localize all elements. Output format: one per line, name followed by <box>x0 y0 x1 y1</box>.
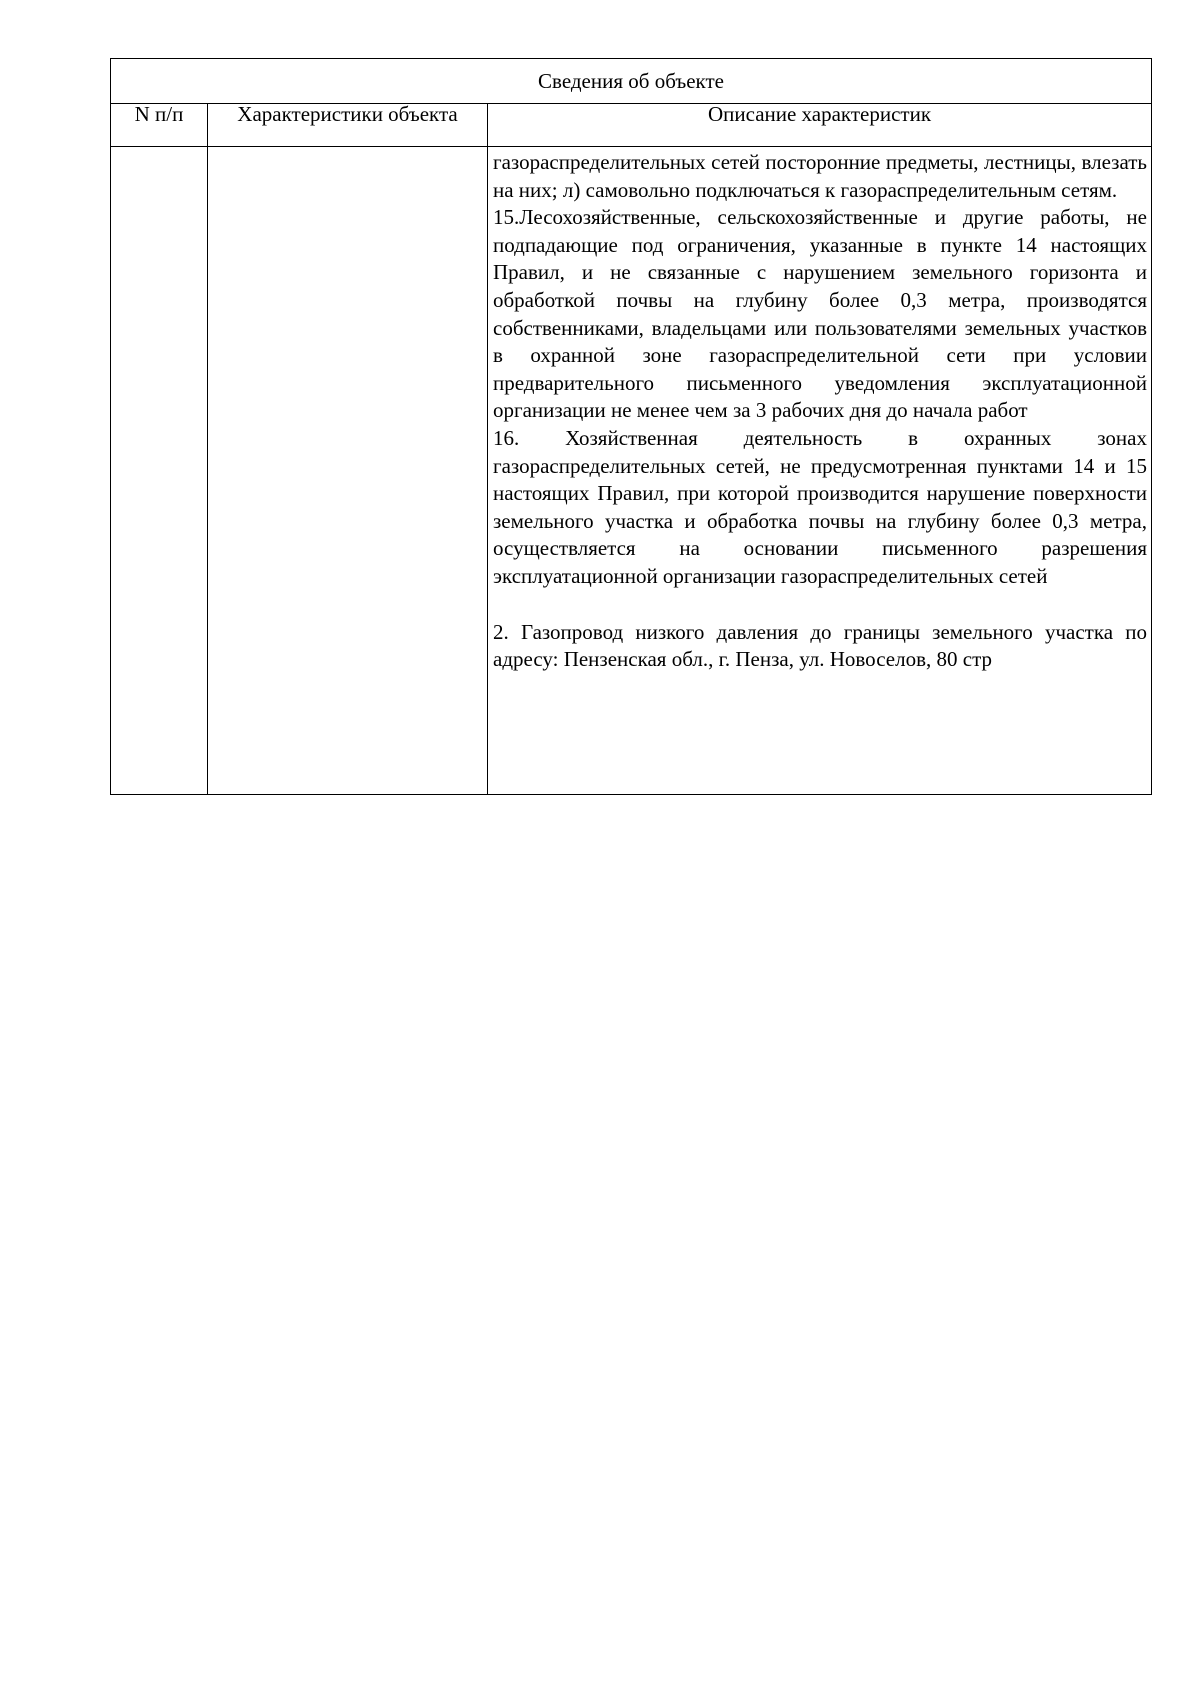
header-number: N п/п <box>111 104 208 147</box>
table-header-row <box>111 104 1152 147</box>
object-info-table <box>110 58 1152 795</box>
header-characteristics: Характеристики объекта <box>208 104 488 147</box>
description-paragraph: 16. Хозяйственная деятельность в охранных зонах газораспределительных сетей, не предусмотренная пунктами 14 и 15 настоящих Правил, при которой производится нарушение поверхности земельного участка и обработка почвы на глубину более 0,3 метра, осуществляется на основании письменного разрешения эксплуатационной организации газораспределительных сетей <box>493 425 1147 588</box>
table-row <box>111 147 1152 795</box>
cell-characteristic <box>208 147 488 795</box>
description-paragraph: 2. Газопровод низкого давления до границы земельного участка по адресу: Пензенская обл., г. Пенза, ул. Новоселов, 80 стр <box>493 619 1147 672</box>
cell-number <box>111 147 208 795</box>
header-description: Описание характеристик <box>488 104 1152 147</box>
table-caption: Сведения об объекте <box>111 59 1152 104</box>
description-paragraph: газораспределительных сетей посторонние предметы, лестницы, влезать на них; л) самовольно подключаться к газораспределительным сетям. <box>493 150 1147 202</box>
description-paragraph: 15.Лесохозяйственные, сельскохозяйственные и другие работы, не подпадающие под ограничения, указанные в пункте 14 настоящих Правил, и не связанные с нарушением земельного горизонта и обработкой почвы на глубину более 0,3 метра, производятся собственниками, владельцами или пользователями земельных участков в охранной зоне газораспределительной сети при условии предварительного письменного уведомления эксплуатационной организации не менее чем за 3 рабочих дня до начала работ <box>493 205 1147 423</box>
cell-description <box>488 147 1152 795</box>
